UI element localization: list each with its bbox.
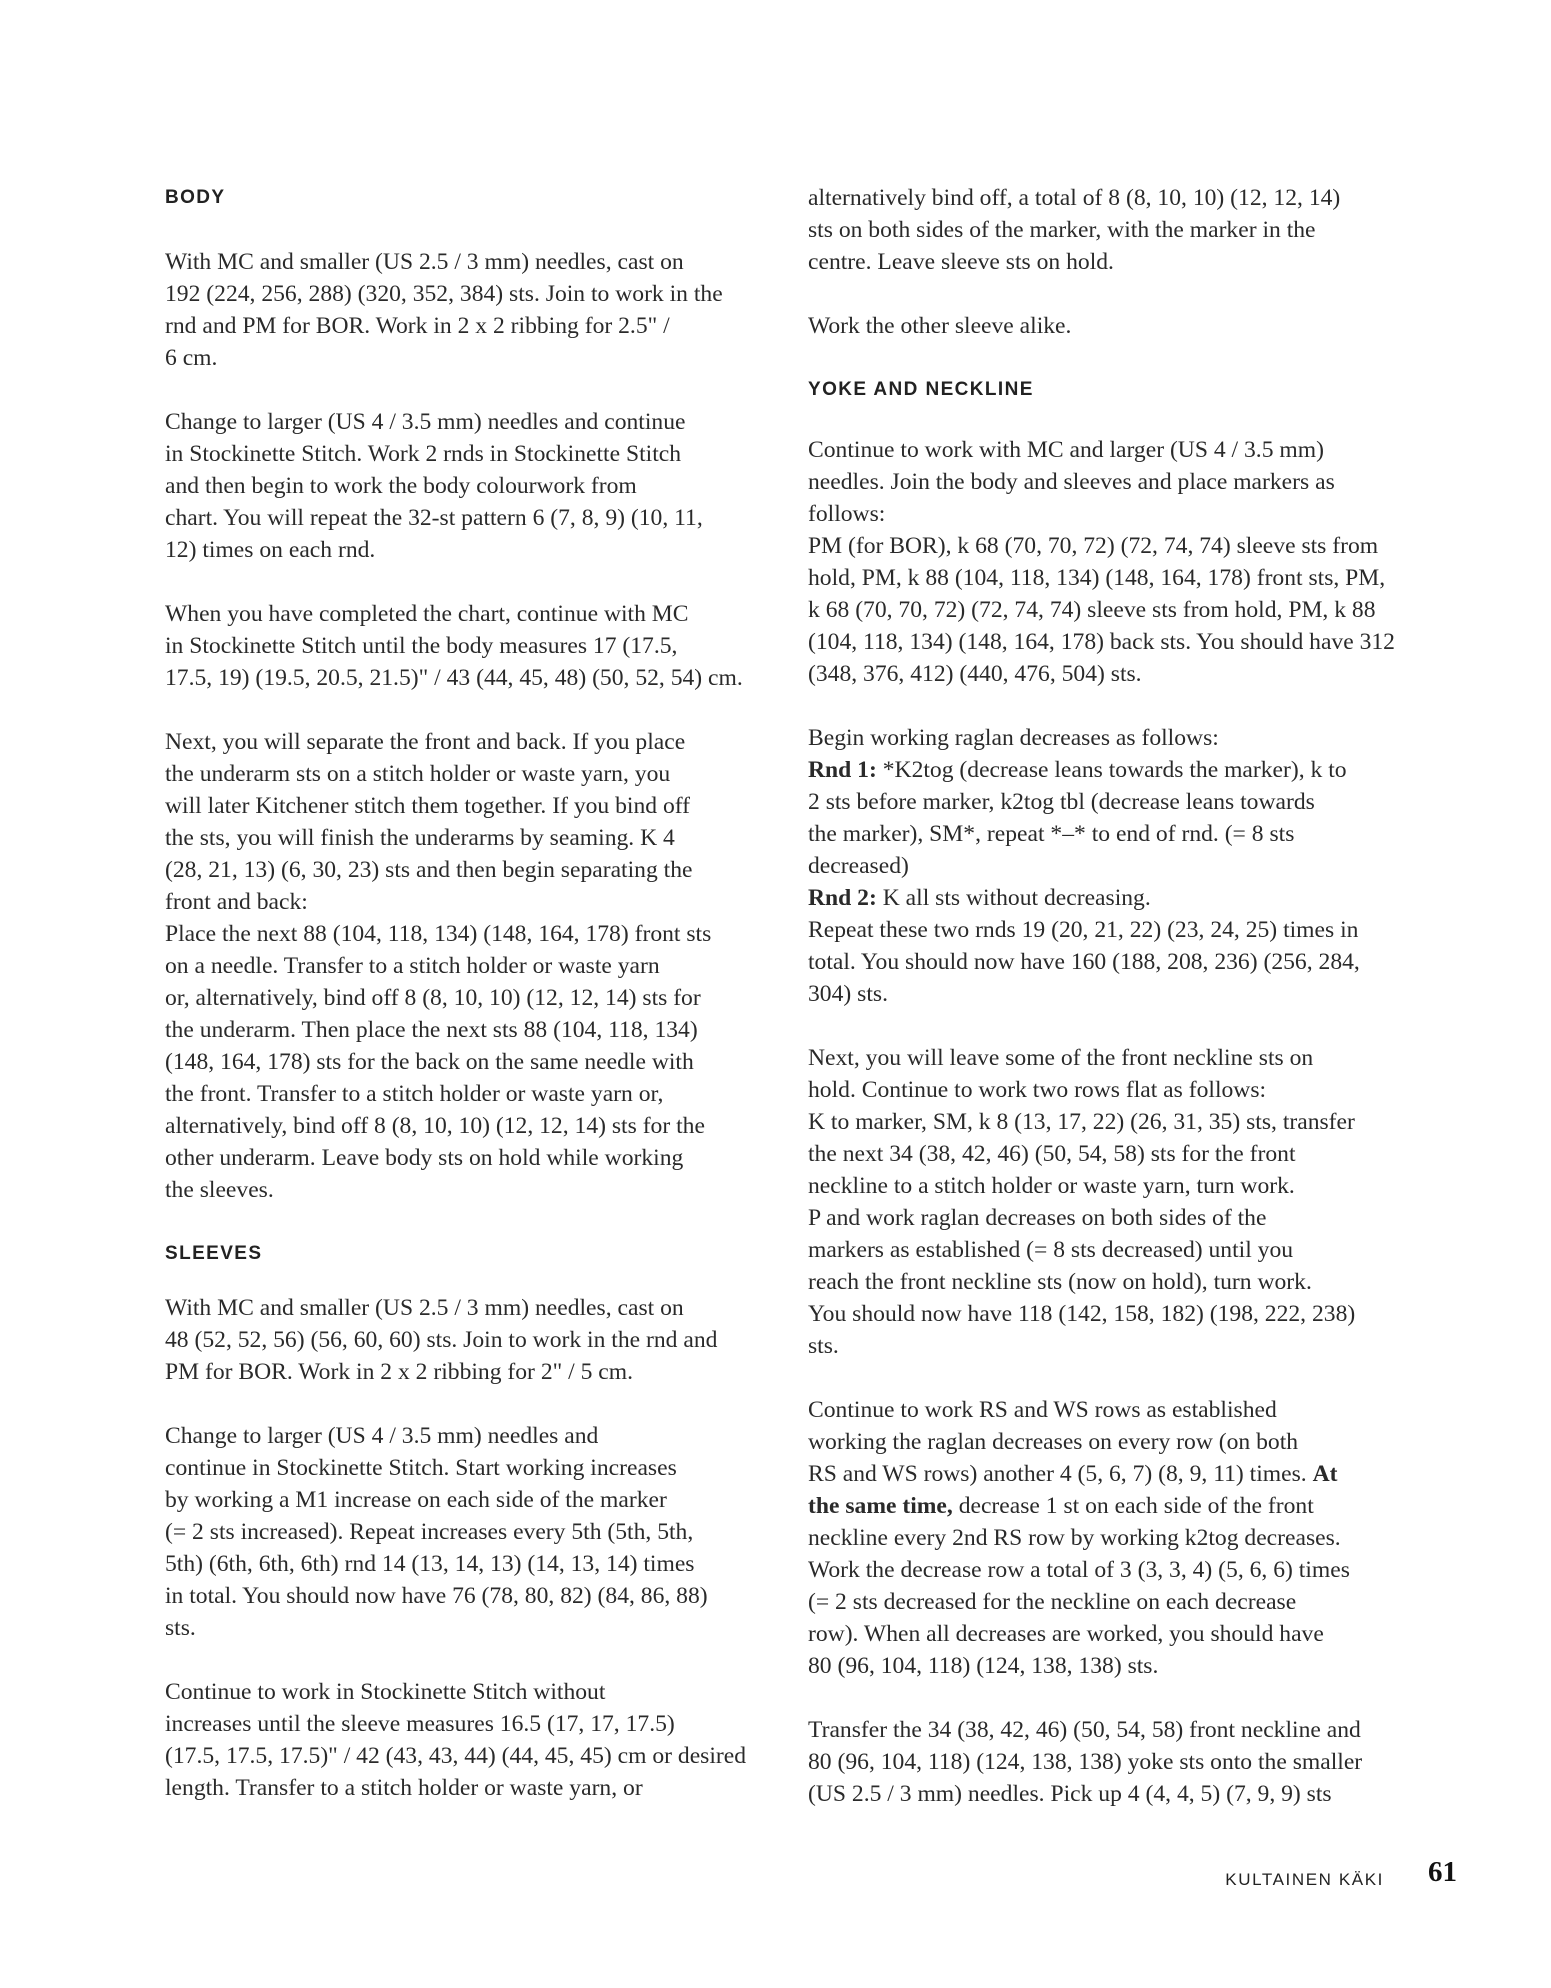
text-line: in Stockinette Stitch until the body measures 17 (17.5, <box>165 633 678 659</box>
body-heading: BODY <box>165 187 226 208</box>
text-line: With MC and smaller (US 2.5 / 3 mm) needles, cast on <box>165 249 684 275</box>
text-line: rnd and PM for BOR. Work in 2 x 2 ribbing for 2.5" / <box>165 313 670 339</box>
text-line: Repeat these two rnds 19 (20, 21, 22) (23, 24, 25) times in <box>808 917 1359 943</box>
text-line: 2 sts before marker, k2tog tbl (decrease leans towards <box>808 789 1315 815</box>
sleeves-increase-paragraph <box>165 1420 765 1644</box>
text-line: hold. Continue to work two rows flat as follows: <box>808 1077 1267 1103</box>
text-line: sts. <box>165 1615 196 1641</box>
text-line: the next 34 (38, 42, 46) (50, 54, 58) sts for the front <box>808 1141 1296 1167</box>
text-line: (= 2 sts decreased for the neckline on each decrease <box>808 1589 1297 1615</box>
text-line: 12) times on each rnd. <box>165 537 376 563</box>
text-line: the underarm. Then place the next sts 88 (104, 118, 134) <box>165 1017 698 1043</box>
text-line: other underarm. Leave body sts on hold while working <box>165 1145 684 1171</box>
text-line: 48 (52, 52, 56) (56, 60, 60) sts. Join to work in the rnd and <box>165 1327 718 1353</box>
text-line: Work the decrease row a total of 3 (3, 3, 4) (5, 6, 6) times <box>808 1557 1350 1583</box>
page-number: 61 <box>1428 1856 1457 1888</box>
text-line: (28, 21, 13) (6, 30, 23) sts and then begin separating the <box>165 857 693 883</box>
text-line: alternatively, bind off 8 (8, 10, 10) (12, 12, 14) sts for the <box>165 1113 705 1139</box>
text-line: Continue to work with MC and larger (US 4 / 3.5 mm) <box>808 437 1324 463</box>
text-line: will later Kitchener stitch them together. If you bind off <box>165 793 691 819</box>
yoke-heading: YOKE AND NECKLINE <box>808 379 1034 400</box>
text-line: in total. You should now have 76 (78, 80, 82) (84, 86, 88) <box>165 1583 708 1609</box>
text-line: 6 cm. <box>165 345 218 371</box>
body-cast-on-paragraph <box>165 246 765 374</box>
text-line: (17.5, 17.5, 17.5)" / 42 (43, 43, 44) (44, 45, 45) cm or desired <box>165 1743 747 1769</box>
text-line: You should now have 118 (142, 158, 182) (198, 222, 238) <box>808 1301 1356 1327</box>
text-line: Change to larger (US 4 / 3.5 mm) needles and continue <box>165 409 686 435</box>
text-line: the sts, you will finish the underarms by seaming. K 4 <box>165 825 675 851</box>
text-line: in Stockinette Stitch. Work 2 rnds in Stockinette Stitch <box>165 441 682 467</box>
rnd1-label: Rnd 1: <box>808 757 877 783</box>
text-line: the front. Transfer to a stitch holder or waste yarn or, <box>165 1081 664 1107</box>
text-line: 5th) (6th, 6th, 6th) rnd 14 (13, 14, 13) (14, 13, 14) times <box>165 1551 695 1577</box>
sleeves-cast-on-paragraph <box>165 1292 765 1388</box>
text-line: 192 (224, 256, 288) (320, 352, 384) sts. Join to work in the <box>165 281 723 307</box>
yoke-join-paragraph <box>808 434 1408 690</box>
text-line: 80 (96, 104, 118) (124, 138, 138) yoke sts onto the smaller <box>808 1749 1363 1775</box>
text-line: Begin working raglan decreases as follows: <box>808 725 1219 751</box>
right-column <box>808 182 1408 1810</box>
text-line: the sleeves. <box>165 1177 274 1203</box>
text-line: (= 2 sts increased). Repeat increases every 5th (5th, 5th, <box>165 1519 694 1545</box>
text-line: front and back: <box>165 889 308 915</box>
text-line: the marker), SM*, repeat *–* to end of rnd. (= 8 sts <box>808 821 1295 847</box>
text-line: K all sts without decreasing. <box>876 885 1151 911</box>
text-line: sts on both sides of the marker, with the marker in the <box>808 217 1316 243</box>
text-line: centre. Leave sleeve sts on hold. <box>808 249 1114 275</box>
text-line: reach the front neckline sts (now on hold), turn work. <box>808 1269 1312 1295</box>
text-line: PM (for BOR), k 68 (70, 70, 72) (72, 74, 74) sleeve sts from <box>808 533 1379 559</box>
text-line: Continue to work RS and WS rows as established <box>808 1397 1277 1423</box>
left-column <box>165 182 765 1804</box>
body-needles-paragraph <box>165 406 765 566</box>
raglan-decrease-paragraph <box>808 722 1408 1010</box>
text-line: markers as established (= 8 sts decreased) until you <box>808 1237 1294 1263</box>
text-line: increases until the sleeve measures 16.5 (17, 17, 17.5) <box>165 1711 675 1737</box>
text-line: Continue to work in Stockinette Stitch without <box>165 1679 606 1705</box>
text-line: sts. <box>808 1333 839 1359</box>
rs-ws-rows-paragraph <box>808 1394 1408 1682</box>
text-line: or, alternatively, bind off 8 (8, 10, 10) (12, 12, 14) sts for <box>165 985 701 1011</box>
emphasis-text: the same time, <box>808 1493 953 1519</box>
text-line: alternatively bind off, a total of 8 (8, 10, 10) (12, 12, 14) <box>808 185 1341 211</box>
text-line: total. You should now have 160 (188, 208, 236) (256, 284, <box>808 949 1360 975</box>
text-line: k 68 (70, 70, 72) (72, 74, 74) sleeve sts from hold, PM, k 88 <box>808 597 1376 623</box>
text-line: (US 2.5 / 3 mm) needles. Pick up 4 (4, 4, 5) (7, 9, 9) sts <box>808 1781 1332 1807</box>
text-line: on a needle. Transfer to a stitch holder or waste yarn <box>165 953 660 979</box>
text-line: Next, you will separate the front and back. If you place <box>165 729 686 755</box>
body-separate-paragraph <box>165 726 765 1206</box>
text-line: (348, 376, 412) (440, 476, 504) sts. <box>808 661 1142 687</box>
text-line: When you have completed the chart, continue with MC <box>165 601 689 627</box>
text-line: by working a M1 increase on each side of the marker <box>165 1487 667 1513</box>
text-line: Place the next 88 (104, 118, 134) (148, 164, 178) front sts <box>165 921 712 947</box>
sleeves-length-paragraph <box>165 1676 765 1804</box>
text-line: and then begin to work the body colourwork from <box>165 473 637 499</box>
text-line: PM for BOR. Work in 2 x 2 ribbing for 2" / 5 cm. <box>165 1359 634 1385</box>
text-line: length. Transfer to a stitch holder or waste yarn, or <box>165 1775 643 1801</box>
text-line: continue in Stockinette Stitch. Start working increases <box>165 1455 677 1481</box>
text-line: decreased) <box>808 853 909 879</box>
text-line: follows: <box>808 501 886 527</box>
text-line: Transfer the 34 (38, 42, 46) (50, 54, 58) front neckline and <box>808 1717 1361 1743</box>
text-line: Change to larger (US 4 / 3.5 mm) needles and <box>165 1423 599 1449</box>
text-line: (104, 118, 134) (148, 164, 178) back sts. You should have 312 <box>808 629 1395 655</box>
text-line: 17.5, 19) (19.5, 20.5, 21.5)" / 43 (44, 45, 48) (50, 52, 54) cm. <box>165 665 743 691</box>
text-line: Next, you will leave some of the front neckline sts on <box>808 1045 1314 1071</box>
text-line: the underarm sts on a stitch holder or waste yarn, you <box>165 761 671 787</box>
other-sleeve-paragraph: Work the other sleeve alike. <box>808 313 1072 339</box>
sleeve-bind-off-paragraph <box>808 182 1408 278</box>
rnd2-label: Rnd 2: <box>808 885 877 911</box>
text-line: row). When all decreases are worked, you should have <box>808 1621 1324 1647</box>
emphasis-text: At <box>1312 1461 1338 1487</box>
text-line: 80 (96, 104, 118) (124, 138, 138) sts. <box>808 1653 1159 1679</box>
text-line: *K2tog (decrease leans towards the marker), k to <box>876 757 1347 783</box>
text-line: (148, 164, 178) sts for the back on the same needle with <box>165 1049 694 1075</box>
text-line: RS and WS rows) another 4 (5, 6, 7) (8, 9, 11) times. <box>808 1461 1313 1487</box>
text-line: With MC and smaller (US 2.5 / 3 mm) needles, cast on <box>165 1295 684 1321</box>
text-line: decrease 1 st on each side of the front <box>952 1493 1314 1519</box>
text-line: K to marker, SM, k 8 (13, 17, 22) (26, 31, 35) sts, transfer <box>808 1109 1355 1135</box>
text-line: working the raglan decreases on every row (on both <box>808 1429 1299 1455</box>
text-line: 304) sts. <box>808 981 888 1007</box>
text-line: needles. Join the body and sleeves and place markers as <box>808 469 1335 495</box>
text-line: hold, PM, k 88 (104, 118, 134) (148, 164, 178) front sts, PM, <box>808 565 1386 591</box>
text-line: neckline to a stitch holder or waste yarn, turn work. <box>808 1173 1295 1199</box>
sleeves-heading: SLEEVES <box>165 1243 263 1264</box>
text-line: P and work raglan decreases on both sides of the <box>808 1205 1267 1231</box>
book-title-footer: KULTAINEN KÄKI <box>1225 1870 1384 1889</box>
transfer-paragraph <box>808 1714 1408 1810</box>
body-chart-paragraph <box>165 598 765 694</box>
front-neckline-paragraph <box>808 1042 1408 1362</box>
text-line: chart. You will repeat the 32-st pattern 6 (7, 8, 9) (10, 11, <box>165 505 703 531</box>
text-line: neckline every 2nd RS row by working k2tog decreases. <box>808 1525 1341 1551</box>
